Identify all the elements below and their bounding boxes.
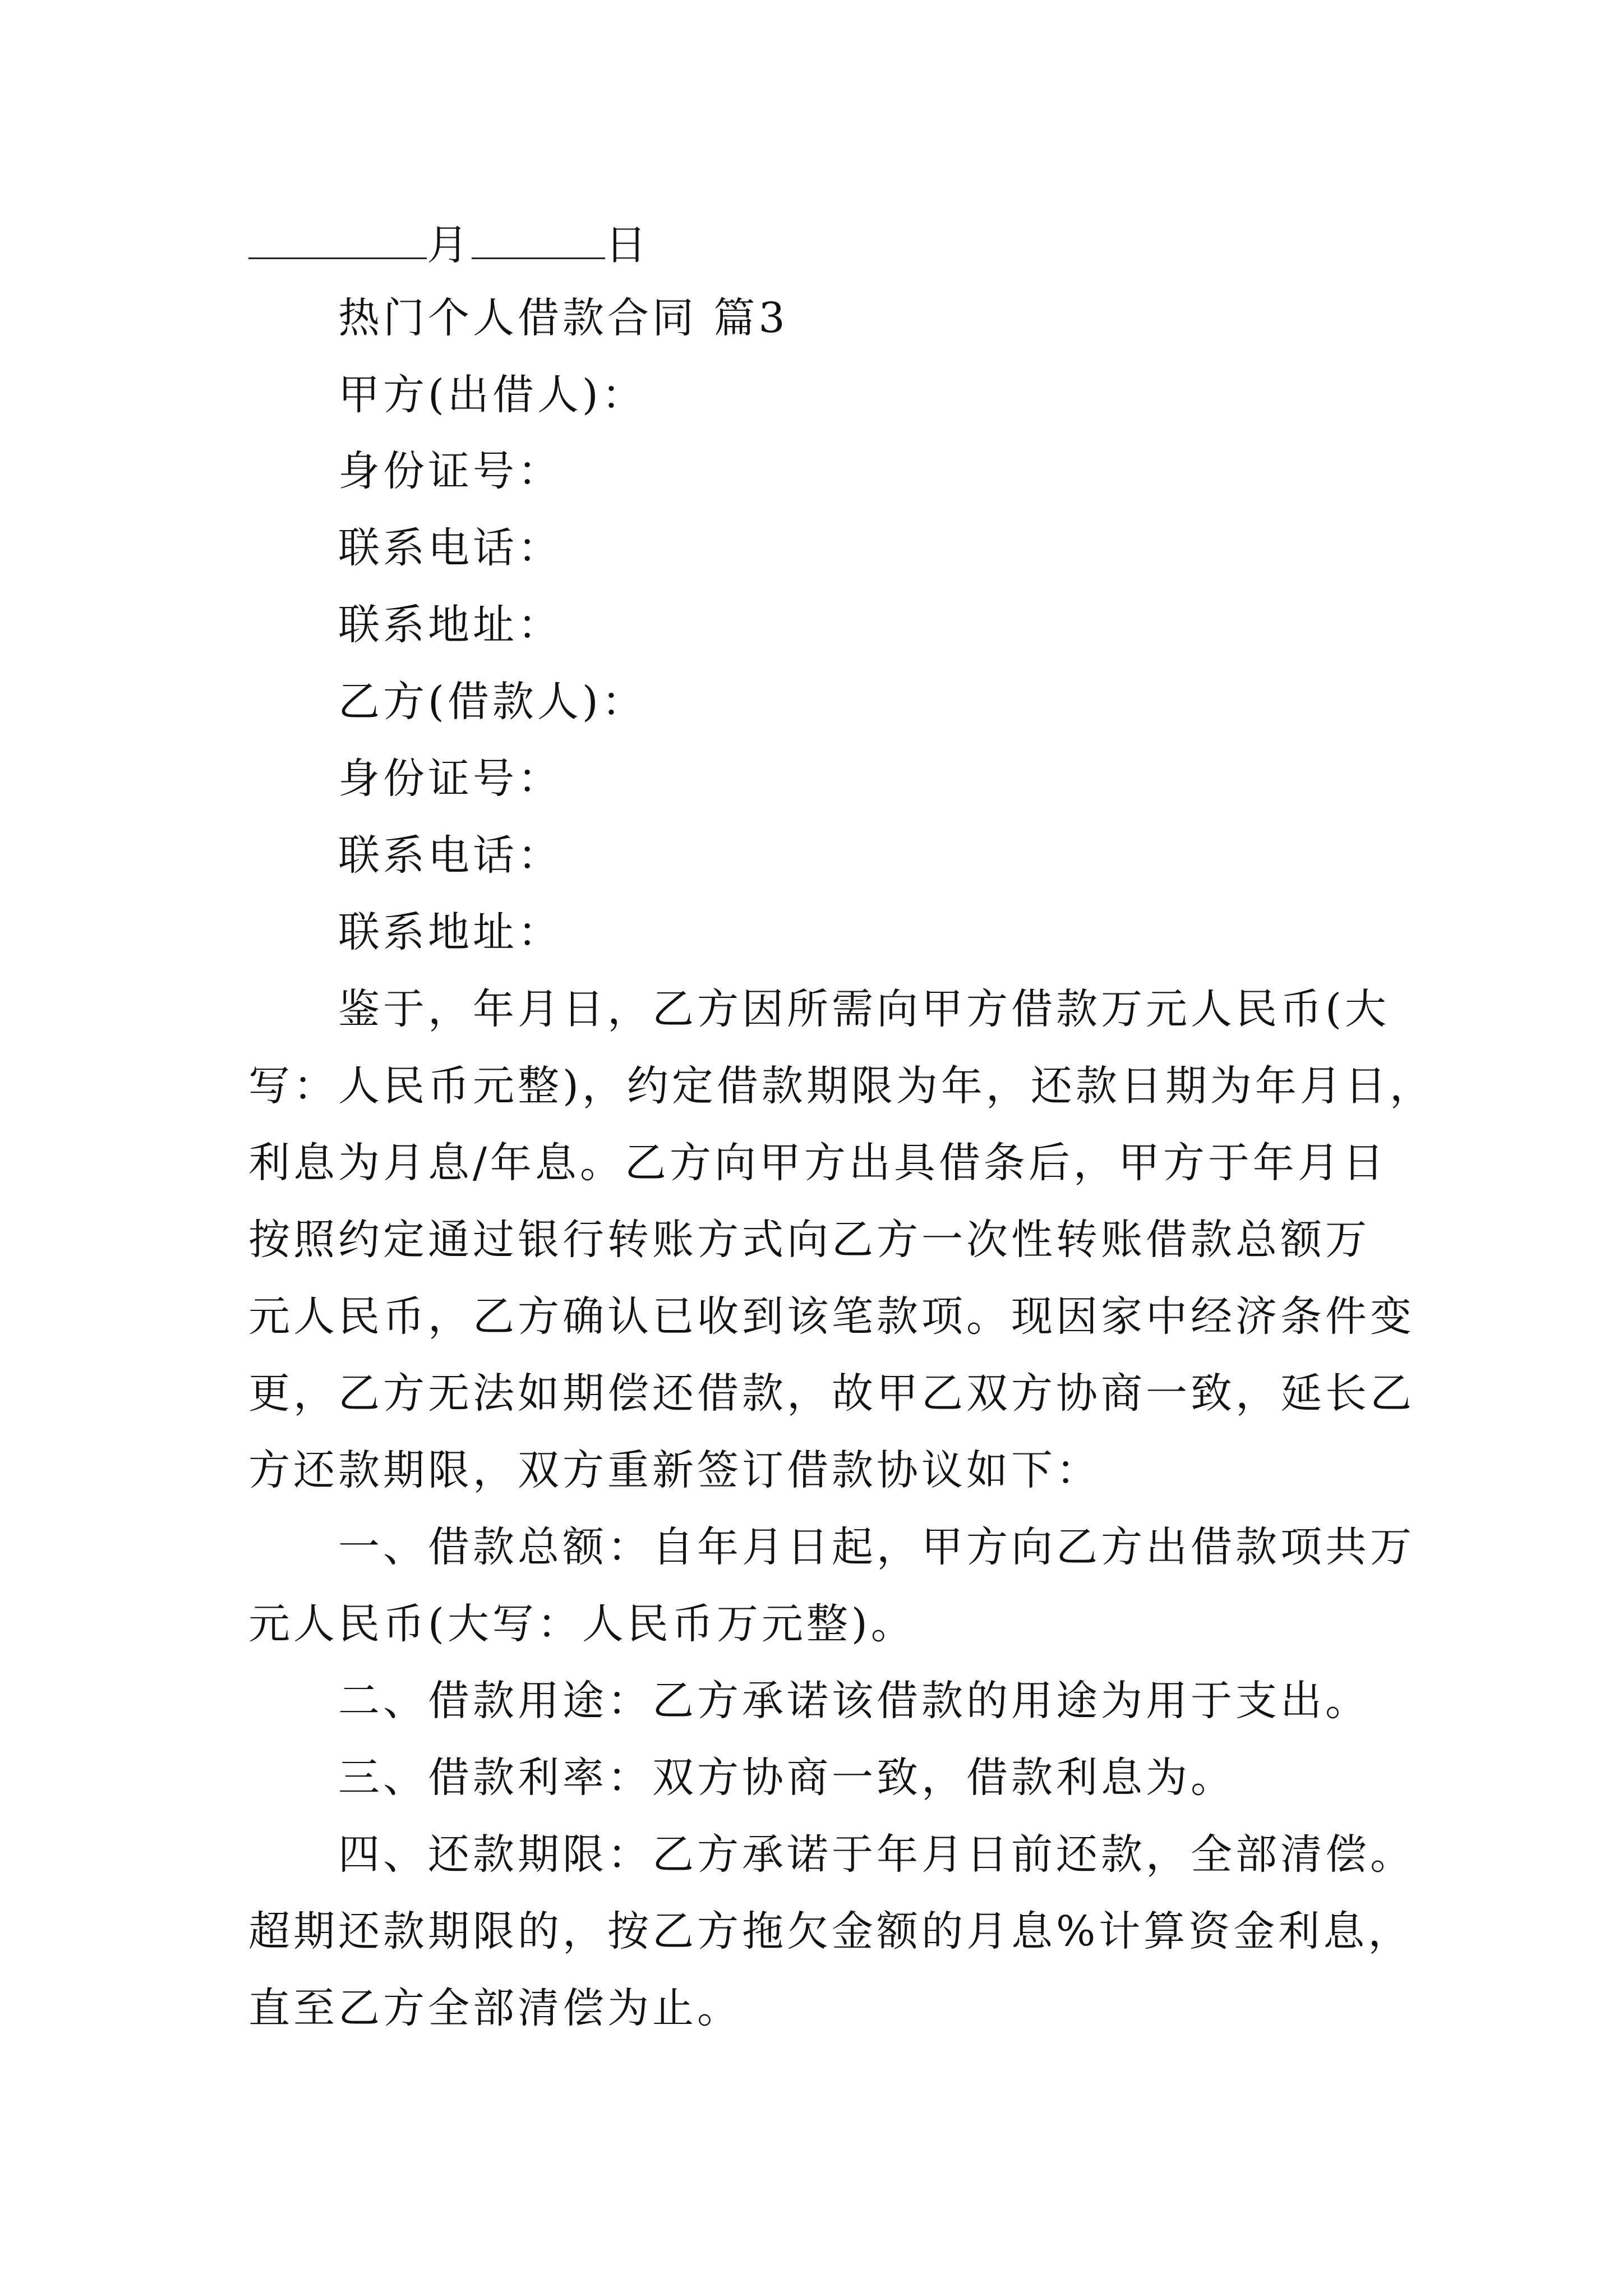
body-line: 鉴于，年月日，乙方因所需向甲方借款万元人民币(大: [338, 985, 1390, 1033]
body-line: 利息为月息/年息。乙方向甲方出具借条后，甲方于年月日: [248, 1139, 1387, 1187]
day-blank[interactable]: [472, 220, 605, 259]
party-b-heading: 乙方(借款人)：: [338, 678, 647, 726]
body-line: 写：人民币元整)，约定借款期限为年，还款日期为年月日，: [248, 1062, 1435, 1110]
party-b-address: 联系地址：: [338, 908, 562, 956]
date-line: [248, 220, 650, 269]
month-label: 月: [427, 221, 472, 269]
body-line: 元人民币，乙方确认已收到该笔款项。现因家中经济条件变: [248, 1292, 1415, 1341]
clause-line: 四、还款期限：乙方承诺于年月日前还款，全部清偿。: [338, 1830, 1415, 1879]
party-a-heading: 甲方(出借人)：: [338, 371, 647, 419]
clause-line: 二、借款用途：乙方承诺该借款的用途为用于支出。: [338, 1677, 1370, 1725]
party-a-address: 联系地址：: [338, 601, 562, 649]
month-blank[interactable]: [248, 220, 427, 259]
party-a-phone: 联系电话：: [338, 524, 562, 572]
body-line: 更，乙方无法如期偿还借款，故甲乙双方协商一致，延长乙: [248, 1369, 1415, 1418]
clause-line: 直至乙方全部清偿为止。: [248, 1984, 742, 2032]
party-b-phone: 联系电话：: [338, 831, 562, 880]
party-b-id: 身份证号：: [338, 754, 562, 803]
party-a-id: 身份证号：: [338, 447, 562, 495]
day-label: 日: [605, 221, 650, 269]
clause-line: 元人民币(大写：人民币万元整)。: [248, 1600, 916, 1648]
clause-line: 超期还款期限的，按乙方拖欠金额的月息%计算资金利息，: [248, 1907, 1413, 1955]
clause-line: 三、借款利率：双方协商一致，借款利息为。: [338, 1754, 1235, 1802]
body-line: 方还款期限，双方重新签订借款协议如下：: [248, 1446, 1101, 1494]
clause-line: 一、借款总额：自年月日起，甲方向乙方出借款项共万: [338, 1523, 1415, 1571]
body-line: 按照约定通过银行转账方式向乙方一次性转账借款总额万: [248, 1216, 1370, 1264]
document-title: 热门个人借款合同 篇3: [338, 294, 789, 342]
